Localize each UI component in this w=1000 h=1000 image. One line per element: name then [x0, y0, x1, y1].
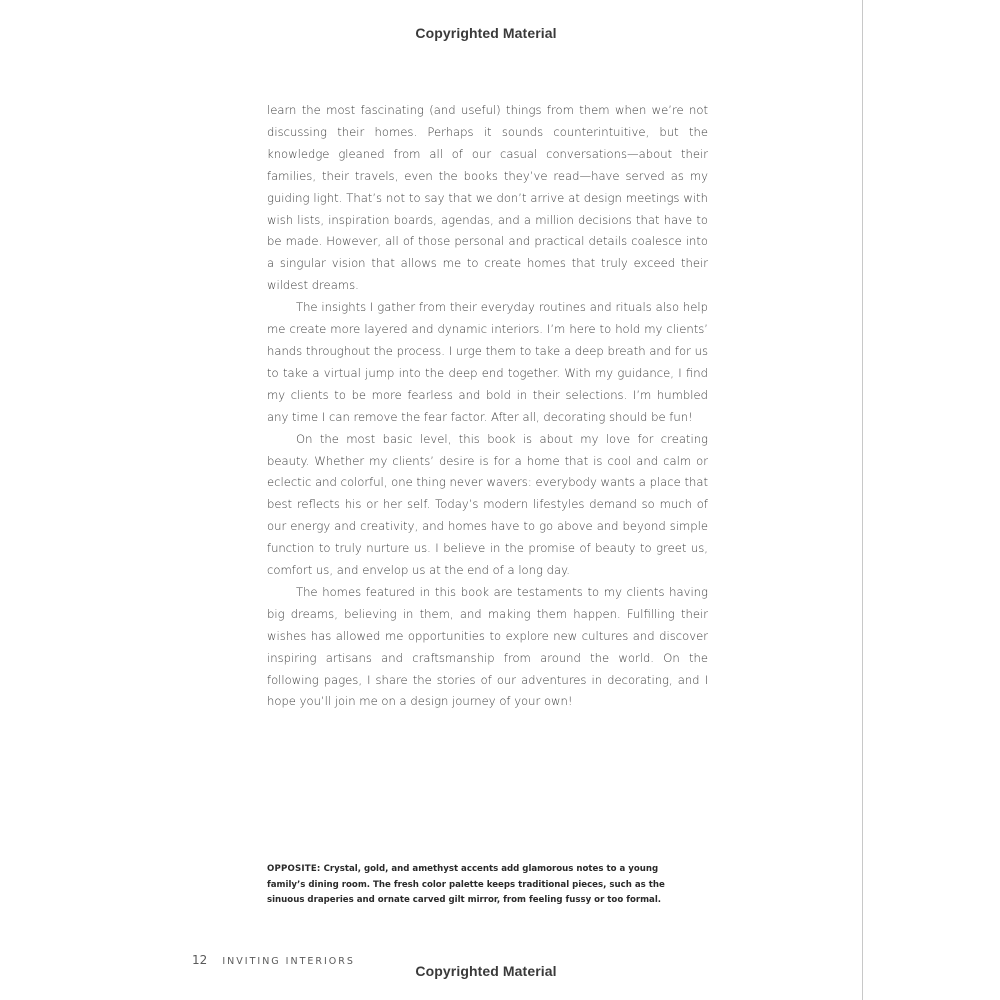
paragraph-1: learn the most fascinating (and useful) things from them when we’re not discussing their homes. Perhaps it sounds counterintuitive, but the knowledge gleaned from all of our casual conversations—about their families, their travels, even the books they’ve read—have served as my guiding light. That’s not to say that we don’t arrive at design meetings with wish lists, inspiration boards, agendas, and a million decisions that have to be made. However, all of those personal and practical details coalesce into a singular vision that allows me to create homes that truly exceed their wildest dreams. — [267, 103, 708, 293]
watermark-bottom: Copyrighted Material — [415, 963, 557, 979]
paragraph-2: The insights I gather from their everyday routines and rituals also help me create more layered and dynamic interiors. I’m here to hold my clients’ hands throughout the process. I urge them to take a deep breath and for us to take a virtual jump into the deep end together. With my guidance, I find my clients to be more fearless and bold in their selections. I’m humbled any time I can remove the fear factor. After all, decorating should be fun! — [267, 300, 708, 424]
watermark-top: Copyrighted Material — [415, 25, 557, 41]
paragraph-3: On the most basic level, this book is about my love for creating beauty. Whether my clients’ desire is for a home that is cool and calm or eclectic and colorful, one thing never wavers: everybody wants a place that best reflects his or her self. Today’s modern lifestyles demand so much of our energy and creativity, and homes have to go above and beyond simple function to truly nurture us. I believe in the promise of beauty to greet us, comfort us, and envelop us at the end of a long day. — [267, 431, 708, 578]
page-number: 12 — [192, 953, 208, 967]
paragraph-4: The homes featured in this book are testaments to my clients having big dreams, believing in them, and making them happen. Fulfilling their wishes has allowed me opportunities to explore new cultures and discover inspiring artisans and craftsmanship from around the world. On the following pages, I share the stories of our adventures in decorating, and I hope you’ll join me on a design journey of your own! — [267, 584, 708, 709]
outside-margin — [863, 0, 1000, 1000]
caption-label: OPPOSITE: — [267, 864, 321, 874]
running-title: INVITING INTERIORS — [222, 956, 355, 967]
photo-caption — [267, 862, 687, 909]
caption-text: Crystal, gold, and amethyst accents add glamorous notes to a young family’s dining room. The fresh color palette keeps traditional pieces, such as the sinuous draperies and ornate carved gilt mirror, from feeling fussy or too formal. — [267, 864, 665, 905]
body-text — [267, 100, 708, 713]
